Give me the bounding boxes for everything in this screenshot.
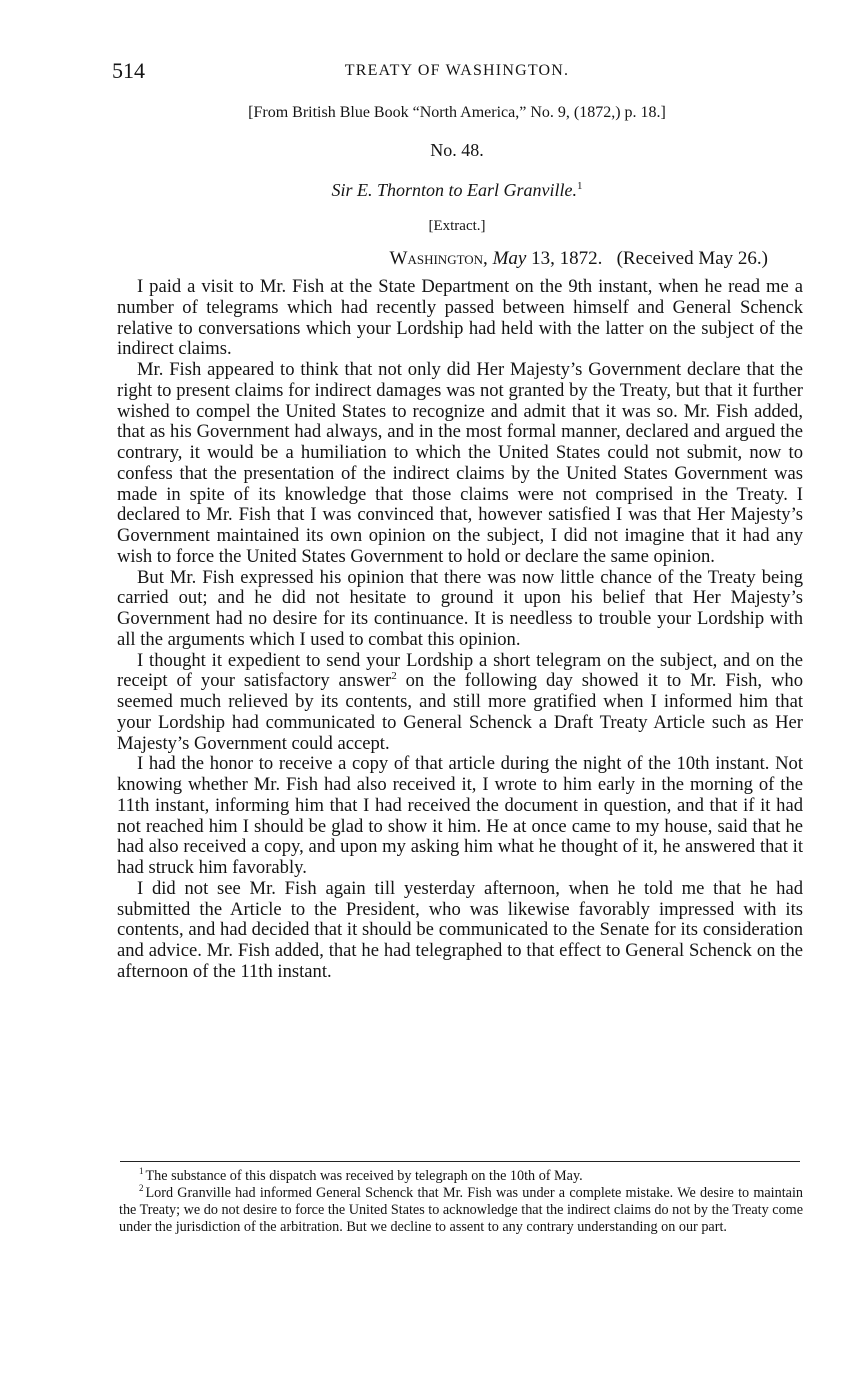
dateline-month: May <box>492 248 527 269</box>
footnote <box>119 1168 803 1185</box>
extract-label: [Extract.] <box>428 218 486 234</box>
source-citation: [From British Blue Book “North America,” No. 9, (1872,) p. 18.] <box>248 104 666 121</box>
paragraph-text-before: I thought it expedient to send your Lordship a short telegram on the subject, and on the receipt of your satisfactory answer <box>117 649 803 692</box>
paragraph-text-after: on the following day showed it to Mr. Fish, who seemed much relieved by its contents, and still more gratified when I informed him that your Lordship had communicated to General Schenck a Draft Treaty Article such as Her Majesty’s Government could accept. <box>117 670 804 754</box>
footnote-text: Lord Granville had informed General Schenck that Mr. Fish was under a complete mistake. We desire to maintain the Treaty; we do not desire to force the United States to acknowledge that the indirect claims do not by the Treaty come under the jurisdiction of the arbitration. But we decline to assent to any contrary understanding on our part. <box>119 1185 803 1235</box>
document-title <box>112 180 802 201</box>
footnote-reference: 2 <box>391 670 397 683</box>
title-text: Sir E. Thornton to Earl Granville. <box>331 180 577 200</box>
running-title: TREATY OF WASHINGTON. <box>344 62 570 79</box>
page-header <box>112 58 802 88</box>
footnotes <box>119 1168 803 1236</box>
paragraph: I did not see Mr. Fish again till yesterday afternoon, when he told me that he had submitted the Article to the President, who was likewise favorably impressed with its contents, and had decided that it should be communicated to the Senate for its consideration and advice. Mr. Fish added, that he had telegraphed to that effect to General Schenck on the afternoon of the 11th instant. <box>117 877 803 982</box>
title-footnote-mark: 1 <box>577 180 583 192</box>
document-number: No. 48. <box>430 140 484 160</box>
footnote-mark: 2 <box>139 1183 144 1194</box>
paragraph: Mr. Fish appeared to think that not only did Her Majesty’s Government declare that the right to present claims for indirect damages was not granted by the Treaty, but that it further wished to compel the United States to recognize and admit that it was so. Mr. Fish added, that as his Government had always, and in the most formal manner, declared and argued the contrary, it would be a humiliation to which the United States could not submit, now to confess that the presentation of the indirect claims by the United States Government was made in spite of its knowledge that those claims were not comprised in the Treaty. I declared to Mr. Fish that I was convinced that, however satisfied I was that Her Majesty’s Government maintained its own opinion on the subject, I did not imagine that it had any wish to force the United States Government to hold or declare the same opinion. <box>117 359 803 567</box>
footnote <box>119 1185 803 1236</box>
dateline-received: (Received May 26.) <box>616 248 768 269</box>
dateline-place: Washington, <box>389 248 488 269</box>
footnote-rule <box>120 1161 800 1162</box>
dateline <box>112 248 768 270</box>
dateline-date: 13, 1872. <box>531 248 603 269</box>
paragraph: I paid a visit to Mr. Fish at the State Department on the 9th instant, when he read me a number of telegrams which had recently passed between himself and General Schenck relative to conversations which your Lordship had held with the latter on the subject of the indirect claims. <box>117 276 803 360</box>
letter-body <box>117 277 803 983</box>
footnote-mark: 1 <box>139 1166 144 1177</box>
page-number: 514 <box>112 58 145 83</box>
paragraph: But Mr. Fish expressed his opinion that there was now little chance of the Treaty being carried out; and he did not hesitate to ground it upon his belief that Her Majesty’s Government had no desire for its continuance. It is needless to trouble your Lordship with all the arguments which I used to combat this opinion. <box>117 566 803 650</box>
footnote-text: The substance of this dispatch was received by telegraph on the 10th of May. <box>145 1168 583 1184</box>
paragraph: I had the honor to receive a copy of that article during the night of the 10th instant. Not knowing whether Mr. Fish had also received it, I wrote to him early in the morning of the 11th instant, informing him that I had received the document in question, and that if it had not reached him I should be glad to show it him. He at once came to my house, said that he had also received a copy, and upon my asking him what he thought of it, he answered that it had struck him favorably. <box>117 753 803 878</box>
paragraph <box>117 651 803 755</box>
